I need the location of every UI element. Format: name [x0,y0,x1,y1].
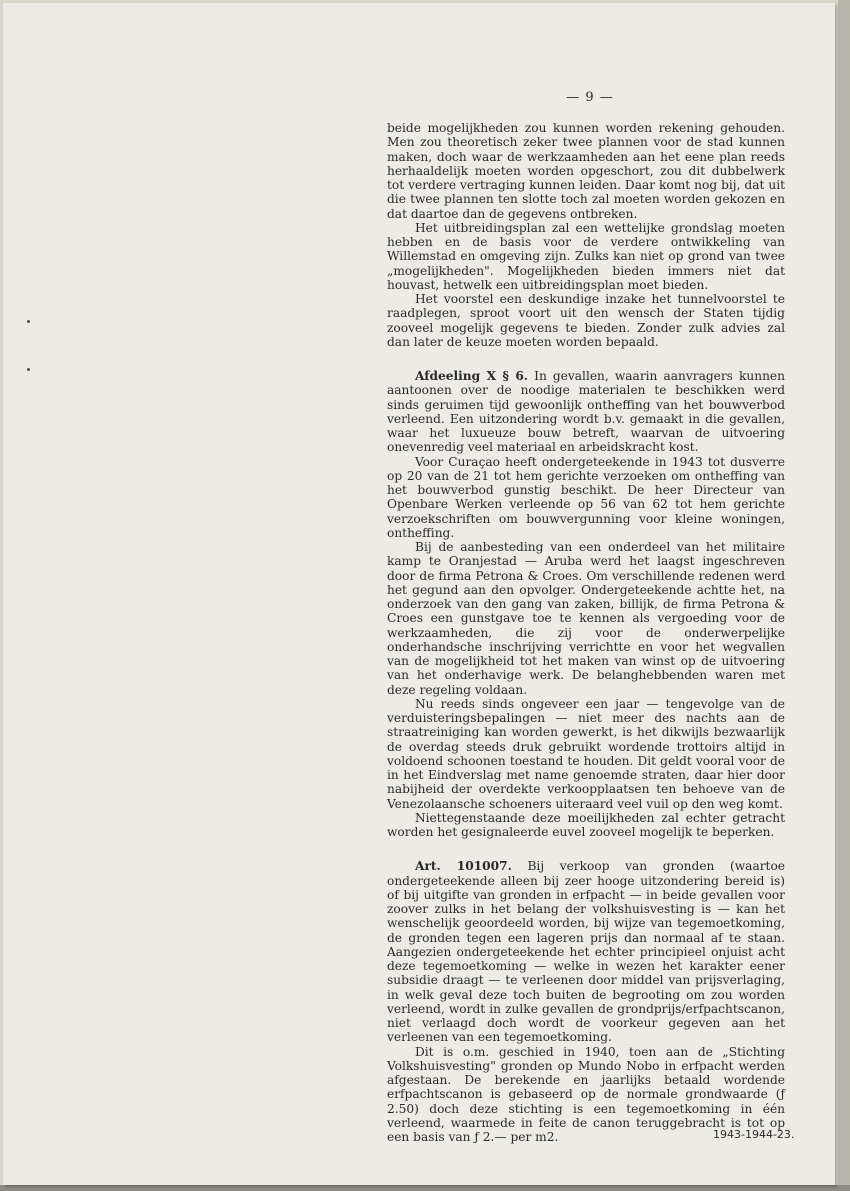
paragraph-6: Bij de aanbesteding van een onderdeel van het militaire kamp te Oranjestad — Aruba werd het laagst ingeschreven door de firma Petrona & Croes. Om verschillende redenen werd het gegund aan den opvolger. Ondergeteekende achtte het, na onderzoek van den gang van zaken, billijk, de firma Petrona & Croes een gunstgave toe te kennen als vergoeding voor de werkzaamheden, die zij voor de onderwerpelijke onderhandsche inschrijving verrichtte en voor het wegvallen van de mogelijkheid tot het maken van winst op de uitvoering van het onderhavige werk. De belanghebbenden waren met deze regeling voldaan. [387,540,785,697]
scan-edge-right [838,0,850,1191]
page-number: — 9 — [566,90,614,105]
paragraph-8: Niettegenstaande deze moeilijkheden zal echter getracht worden het gesignaleerde euvel zooveel mogelijk te beperken. [387,810,785,839]
paragraph-3: Het voorstel een deskundige inzake het tunnelvoorstel te raadplegen, sproot voort uit den wensch der Staten tijdig zooveel mogelijk gegevens te bieden. Zonder zulk advies zal dan later de keuze moeten worden bepaald. [387,292,785,349]
paragraph-afdeeling [387,369,785,455]
paragraph-5: Voor Curaçao heeft ondergeteekende in 1943 tot dusverre op 20 van de 21 tot hem gerichte verzoeken om ontheffing van het bouwverbod gunstig beschikt. De heer Directeur van Openbare Werken verleende op 56 van 62 tot hem gerichte verzoekschriften om bouwvergunning voor kleine woningen, ontheffing. [387,454,785,540]
paragraph-7: Nu reeds sinds ongeveer een jaar — tengevolge van de verduisteringsbepalingen — niet meer des nachts aan de straatreiniging kan worden gewerkt, is het dikwijls bezwaarlijk de overdag steeds druk gebruikt wordende trottoirs altijd in voldoend schoonen toestand te houden. Dit geldt vooral voor de in het Eindverslag met name genoemde straten, daar hier door nabijheid der overdekte verkoopplaatsen ten behoeve van de Venezolaansche schoeners uiteraard veel vuil op den weg komt. [387,696,785,811]
paragraph-art-text: Bij verkoop van gronden (waartoe ondergeteekende alleen bij zeer hooge uitzondering bereid is) of bij uitgifte van gronden in erfpacht — in beide gevallen voor zoover zulks in het belang der volkshuisvesting is — kan het wenschelijk geoordeeld worden, bij wijze van tegemoetkoming, de gronden tegen een lageren prijs dan normaal af te staan. Aangezien ondergeteekende het echter principieel onjuist acht deze tegemoetkoming — welke in wezen het karakter eener subsidie draagt — te verleenen door middel van prijsverlaging, in welk geval deze toch buiten de begrooting om zou worden verleend, wordt in zulke gevallen de grondprijs/erfpachtscanon, niet verlaagd doch wordt de voorkeur gegeven aan het verleenen van een tegemoetkoming. [387,859,785,1045]
paragraph-1: beide mogelijkheden zou kunnen worden rekening gehouden. Men zou theoretisch zeker twee plannen voor de stad kunnen maken, doch waar de werkzaamheden aan het eene plan reeds herhaaldelijk moeten worden opgeschort, zou dit dubbelwerk tot verdere vertraging kunnen leiden. Daar komt nog bij, dat uit die twee plannen ten slotte toch zal moeten worden gekozen en dat daartoe dan de gegevens ontbreken. [387,121,785,221]
paragraph-2: Het uitbreidingsplan zal een wettelijke grondslag moeten hebben en de basis voor de verdere ontwikkeling van Willemstad en omgeving zijn. Zulks kan niet op grond van twee „mogelijkheden". Mogelijkheden bieden immers niet dat houvast, hetwelk een uitbreidingsplan moet bieden. [387,220,785,292]
body-text [387,121,785,1144]
section-heading-afdeeling: Afdeeling X § 6. [415,369,529,383]
section-heading-art: Art. 101007. [415,859,512,874]
paragraph-10: Dit is o.m. geschied in 1940, toen aan de „Stichting Volkshuisvesting" gronden op Mundo Nobo in erfpacht werden afgestaan. De berekende en jaarlijks betaald wordende erfpachtscanon is gebaseerd op de normale grondwaarde (ƒ 2.50) doch deze stichting is een tegemoetkoming in één verleend, waarmede in feite de canon teruggebracht is tot op een basis van ƒ 2.— per m2. [387,1044,785,1144]
scan-speck [27,368,30,371]
scan-edge-bottom [0,1185,850,1191]
scan-speck [27,320,30,323]
paragraph-afdeeling-text: In gevallen, waarin aanvragers kunnen aantoonen over de noodige materialen te beschikken werd sinds geruimen tijd gewoonlijk ontheffing van het bouwverbod verleend. Een uitzondering wordt b.v. gemaakt in die gevallen, waar het luxueuze bouw betreft, waarvan de uitvoering onevenredig veel materiaal en arbeidskracht kost. [387,369,785,455]
document-code: 1943-1944-23. [713,1128,795,1141]
paragraph-art [387,859,785,1044]
